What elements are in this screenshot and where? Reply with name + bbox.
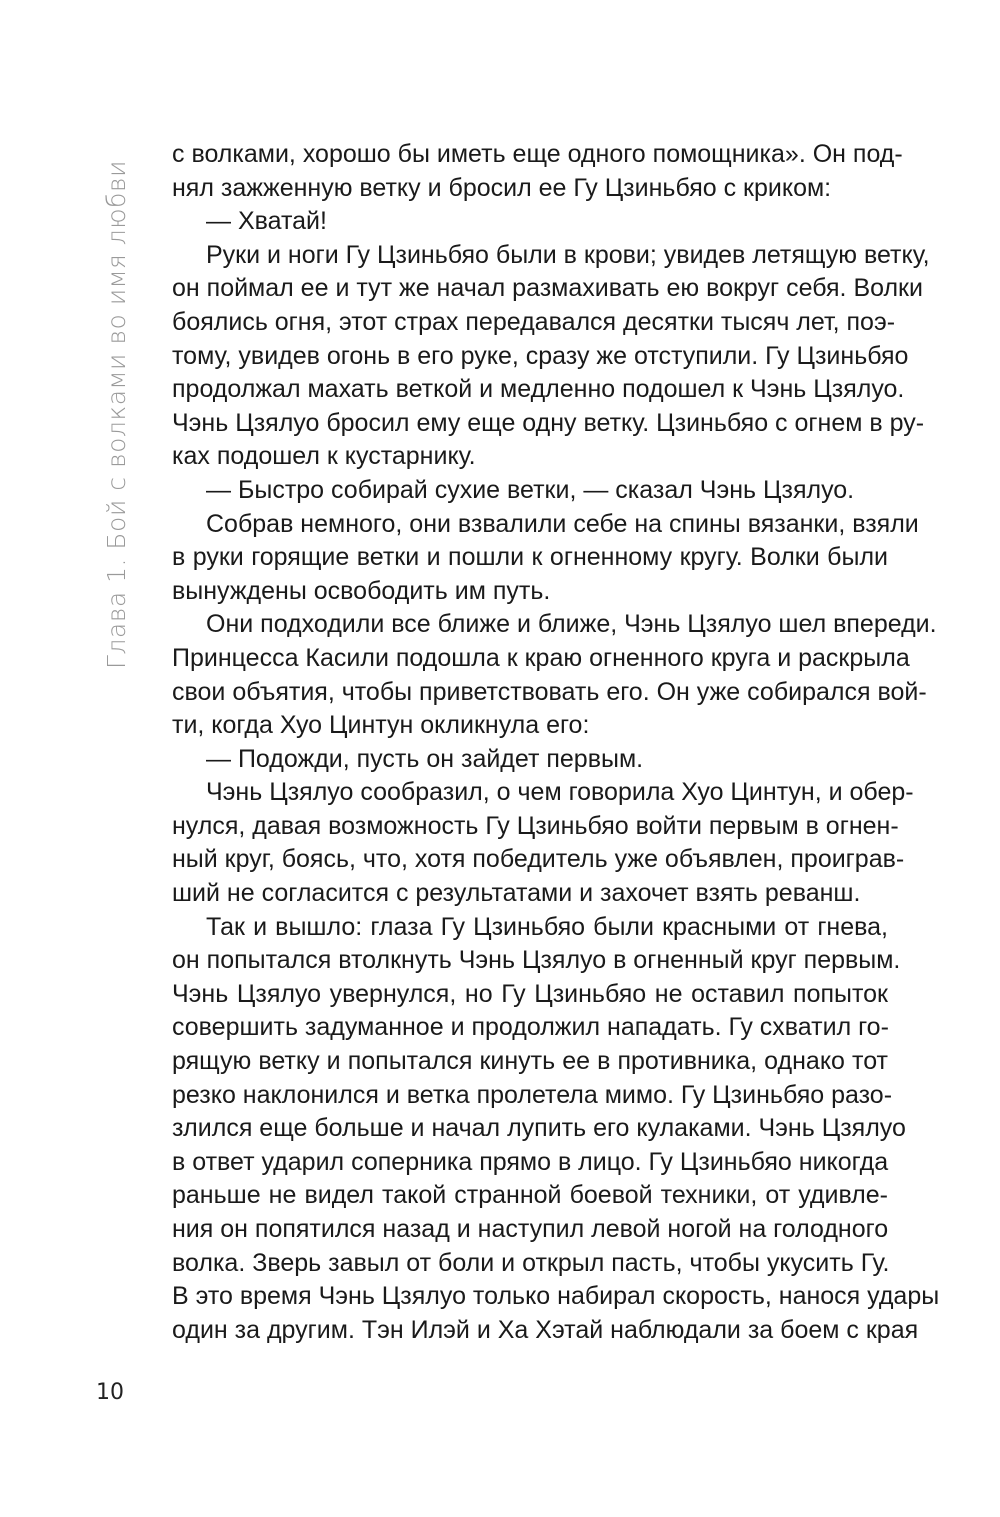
text-line: раньше не видел такой странной боевой техники, от удивле- [172,1181,888,1210]
text-line: в руки горящие ветки и пошли к огненному кругу. Волки были [172,543,888,572]
text-line: Принцесса Касили подошла к краю огненного круга и раскрыла [172,643,910,672]
text-line: он поймал ее и тут же начал размахивать ею вокруг себя. Волки [172,274,923,303]
text-line: ния он попятился назад и наступил левой ногой на голодного [172,1215,889,1243]
text-line: — Хватай! [206,207,327,236]
text-line: ший не согласится с результатами и захочет взять реванш. [172,879,861,908]
text-line: в ответ ударил соперника прямо в лицо. Гу Цзиньбяо никогда [172,1147,889,1176]
text-line: Чэнь Цзялуо бросил ему еще одну ветку. Цзиньбяо с огнем в ру- [172,408,925,437]
text-line: Руки и ноги Гу Цзиньбяо были в крови; увидев летящую ветку, [206,240,930,269]
text-line: совершить задуманное и продолжил нападать. Гу схватил го- [172,1013,889,1042]
body-text [172,138,940,1347]
text-line: волка. Зверь завыл от боли и открыл пасть, чтобы укусить Гу. [172,1248,890,1277]
text-line: ный круг, боясь, что, хотя победитель уже объявлен, проиграв- [172,845,905,874]
text-line: свои объятия, чтобы приветствовать его. Он уже собирался вой- [172,677,927,706]
text-line: вынуждены освободить им путь. [172,576,551,605]
text-line: ках подошел к кустарнику. [172,442,476,471]
text-line: — Быстро собирай сухие ветки, — сказал Чэнь Цзялуо. [206,475,855,504]
text-line: резко наклонился и ветка пролетела мимо. Гу Цзиньбяо разо- [172,1080,893,1109]
text-line: Они подходили все ближе и ближе, Чэнь Цзялуо шел впереди. [206,610,937,639]
text-line: В это время Чэнь Цзялуо только набирал скорость, нанося удары [172,1282,940,1311]
text-line: один за другим. Тэн Илэй и Ха Хэтай наблюдали за боем с края [172,1315,919,1344]
text-line: нял зажженную ветку и бросил ее Гу Цзиньбяо с криком: [172,173,832,202]
text-line: тому, увидев огонь в его руке, сразу же отступили. Гу Цзиньбяо [172,341,909,370]
text-line: Так и вышло: глаза Гу Цзиньбяо были красными от гнева, [206,912,888,941]
text-line: он попытался втолкнуть Чэнь Цзялуо в огненный круг первым. [172,946,901,975]
running-head-text: Глава 1. Бой с волками во имя любви [102,160,131,670]
text-line: — Подожди, пусть он зайдет первым. [206,744,644,773]
text-line: нулся, давая возможность Гу Цзиньбяо войти первым в огнен- [172,811,899,840]
text-line: Чэнь Цзялуо сообразил, о чем говорила Хуо Цинтун, и обер- [206,778,914,807]
text-line: Чэнь Цзялуо увернулся, но Гу Цзиньбяо не оставил попыток [172,979,888,1008]
text-line: боялись огня, этот страх передавался десятки тысяч лет, поэ- [172,307,896,336]
text-line: злился еще больше и начал лупить его кулаками. Чэнь Цзялуо [172,1114,906,1143]
text-line: ти, когда Хуо Цинтун окликнула его: [172,711,590,740]
text-line: продолжал махать веткой и медленно подошел к Чэнь Цзялуо. [172,375,905,404]
text-line: рящую ветку и попытался кинуть ее в противника, однако тот [172,1047,888,1076]
text-line: с волками, хорошо бы иметь еще одного помощника». Он под- [172,140,903,168]
text-line: Собрав немного, они взвалили себе на спины вязанки, взяли [206,509,919,538]
page-number: 10 [96,1380,124,1405]
